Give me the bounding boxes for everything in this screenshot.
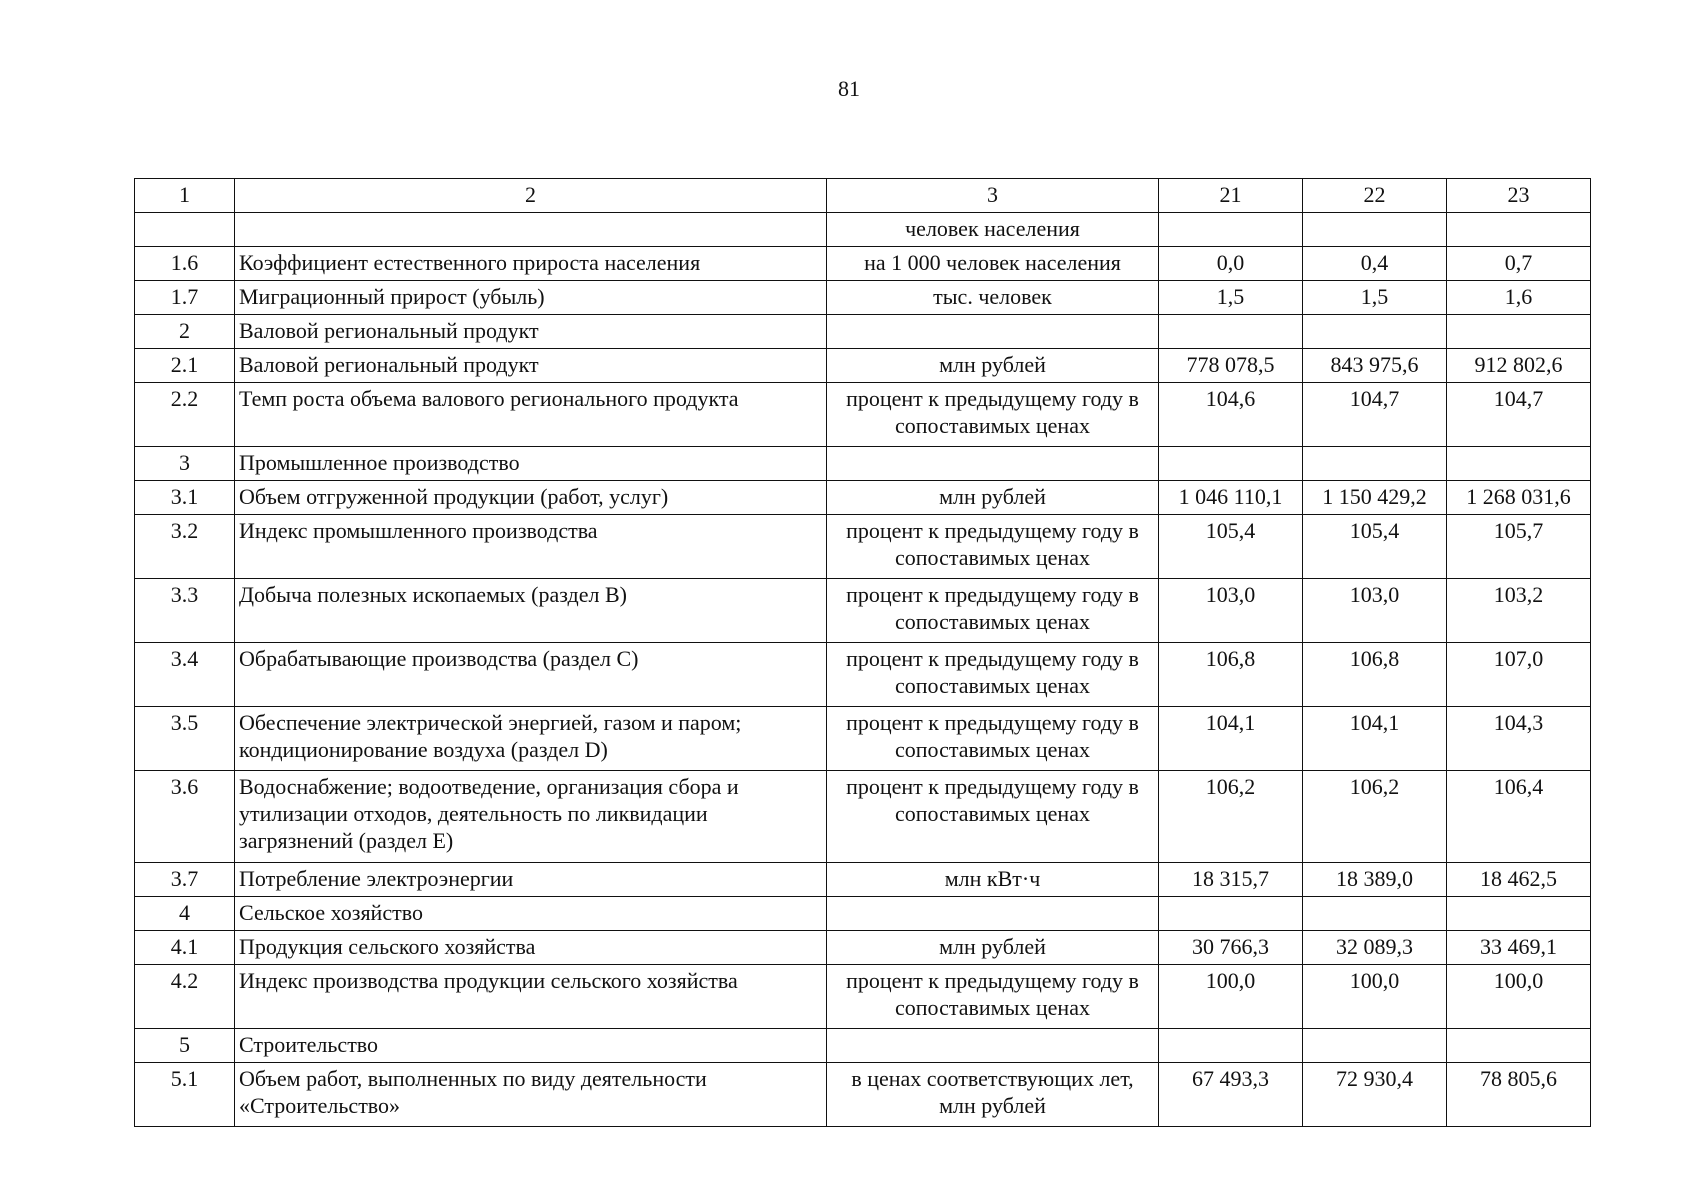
row-number-cell: 5 bbox=[135, 1029, 235, 1063]
table-row bbox=[135, 931, 1591, 965]
row-number-cell bbox=[135, 213, 235, 247]
page-number: 81 bbox=[838, 76, 860, 101]
indicator-name-cell bbox=[235, 213, 827, 247]
value-cell-col22: 104,7 bbox=[1303, 383, 1447, 447]
unit-cell: процент к предыдущему году в сопоставимых ценах bbox=[827, 383, 1159, 447]
unit-cell: процент к предыдущему году в сопоставимых ценах bbox=[827, 771, 1159, 863]
value-cell-col23: 106,4 bbox=[1447, 771, 1591, 863]
row-number-cell: 2.2 bbox=[135, 383, 235, 447]
value-cell-col22: 0,4 bbox=[1303, 247, 1447, 281]
value-cell-col21: 30 766,3 bbox=[1159, 931, 1303, 965]
value-cell-col21 bbox=[1159, 315, 1303, 349]
value-cell-col22: 103,0 bbox=[1303, 579, 1447, 643]
value-cell-col22: 106,8 bbox=[1303, 643, 1447, 707]
table-row bbox=[135, 315, 1591, 349]
row-number-cell: 3.2 bbox=[135, 515, 235, 579]
unit-cell: человек населения bbox=[827, 213, 1159, 247]
unit-cell bbox=[827, 447, 1159, 481]
row-number-cell: 3.1 bbox=[135, 481, 235, 515]
table-row bbox=[135, 897, 1591, 931]
unit-cell bbox=[827, 1029, 1159, 1063]
indicator-name-cell: Промышленное производство bbox=[235, 447, 827, 481]
value-cell-col22 bbox=[1303, 315, 1447, 349]
value-cell-col23: 104,3 bbox=[1447, 707, 1591, 771]
unit-cell: на 1 000 человек населения bbox=[827, 247, 1159, 281]
unit-cell: процент к предыдущему году в сопоставимых ценах bbox=[827, 643, 1159, 707]
value-cell-col23: 0,7 bbox=[1447, 247, 1591, 281]
value-cell-col21 bbox=[1159, 1029, 1303, 1063]
value-cell-col22: 18 389,0 bbox=[1303, 863, 1447, 897]
value-cell-col23: 100,0 bbox=[1447, 965, 1591, 1029]
value-cell-col23: 18 462,5 bbox=[1447, 863, 1591, 897]
value-cell-col21 bbox=[1159, 213, 1303, 247]
table-row bbox=[135, 863, 1591, 897]
value-cell-col22: 843 975,6 bbox=[1303, 349, 1447, 383]
row-number-cell: 3.3 bbox=[135, 579, 235, 643]
row-number-cell: 4.1 bbox=[135, 931, 235, 965]
row-number-cell: 3.6 bbox=[135, 771, 235, 863]
value-cell-col21: 106,2 bbox=[1159, 771, 1303, 863]
value-cell-col23 bbox=[1447, 1029, 1591, 1063]
table-row bbox=[135, 247, 1591, 281]
table-body bbox=[135, 179, 1591, 1127]
value-cell-col22: 72 930,4 bbox=[1303, 1063, 1447, 1127]
unit-cell: процент к предыдущему году в сопоставимых ценах bbox=[827, 965, 1159, 1029]
value-cell-col22 bbox=[1303, 447, 1447, 481]
row-number-cell: 2 bbox=[135, 315, 235, 349]
table-header-row bbox=[135, 179, 1591, 213]
table-row bbox=[135, 349, 1591, 383]
table-row bbox=[135, 1063, 1591, 1127]
indicator-name-cell: Объем отгруженной продукции (работ, услуг) bbox=[235, 481, 827, 515]
value-cell-col21: 105,4 bbox=[1159, 515, 1303, 579]
value-cell-col23: 33 469,1 bbox=[1447, 931, 1591, 965]
table-row bbox=[135, 1029, 1591, 1063]
indicator-name-cell: Потребление электроэнергии bbox=[235, 863, 827, 897]
value-cell-col21: 103,0 bbox=[1159, 579, 1303, 643]
indicator-name-cell: Продукция сельского хозяйства bbox=[235, 931, 827, 965]
value-cell-col22: 104,1 bbox=[1303, 707, 1447, 771]
unit-cell: процент к предыдущему году в сопоставимых ценах bbox=[827, 707, 1159, 771]
indicator-name-cell: Водоснабжение; водоотведение, организация сбора и утилизации отходов, деятельность по ликвидации загрязнений (раздел E) bbox=[235, 771, 827, 863]
indicator-name-cell: Индекс производства продукции сельского хозяйства bbox=[235, 965, 827, 1029]
indicator-name-cell: Сельское хозяйство bbox=[235, 897, 827, 931]
row-number-cell: 3.4 bbox=[135, 643, 235, 707]
unit-cell: процент к предыдущему году в сопоставимых ценах bbox=[827, 579, 1159, 643]
header-cell-col22: 22 bbox=[1303, 179, 1447, 213]
value-cell-col23: 78 805,6 bbox=[1447, 1063, 1591, 1127]
value-cell-col22 bbox=[1303, 897, 1447, 931]
value-cell-col22 bbox=[1303, 1029, 1447, 1063]
table-row bbox=[135, 213, 1591, 247]
value-cell-col23: 1,6 bbox=[1447, 281, 1591, 315]
value-cell-col21 bbox=[1159, 897, 1303, 931]
indicator-name-cell: Валовой региональный продукт bbox=[235, 315, 827, 349]
unit-cell: в ценах соответствующих лет, млн рублей bbox=[827, 1063, 1159, 1127]
indicator-name-cell: Добыча полезных ископаемых (раздел B) bbox=[235, 579, 827, 643]
value-cell-col21: 106,8 bbox=[1159, 643, 1303, 707]
value-cell-col21: 1,5 bbox=[1159, 281, 1303, 315]
value-cell-col22: 100,0 bbox=[1303, 965, 1447, 1029]
value-cell-col21: 67 493,3 bbox=[1159, 1063, 1303, 1127]
value-cell-col23: 105,7 bbox=[1447, 515, 1591, 579]
data-table bbox=[134, 178, 1591, 1127]
value-cell-col23: 104,7 bbox=[1447, 383, 1591, 447]
value-cell-col23 bbox=[1447, 315, 1591, 349]
indicator-name-cell: Темп роста объема валового регионального продукта bbox=[235, 383, 827, 447]
value-cell-col21: 18 315,7 bbox=[1159, 863, 1303, 897]
table-row bbox=[135, 579, 1591, 643]
table-row bbox=[135, 771, 1591, 863]
value-cell-col21: 104,1 bbox=[1159, 707, 1303, 771]
indicator-name-cell: Обеспечение электрической энергией, газом и паром; кондиционирование воздуха (раздел D) bbox=[235, 707, 827, 771]
table-row bbox=[135, 383, 1591, 447]
unit-cell bbox=[827, 897, 1159, 931]
value-cell-col21: 0,0 bbox=[1159, 247, 1303, 281]
unit-cell: млн рублей bbox=[827, 931, 1159, 965]
unit-cell bbox=[827, 315, 1159, 349]
value-cell-col23: 107,0 bbox=[1447, 643, 1591, 707]
indicator-name-cell: Валовой региональный продукт bbox=[235, 349, 827, 383]
unit-cell: процент к предыдущему году в сопоставимых ценах bbox=[827, 515, 1159, 579]
table-row bbox=[135, 515, 1591, 579]
table-row bbox=[135, 707, 1591, 771]
value-cell-col22: 1 150 429,2 bbox=[1303, 481, 1447, 515]
value-cell-col23 bbox=[1447, 897, 1591, 931]
value-cell-col22: 1,5 bbox=[1303, 281, 1447, 315]
value-cell-col23: 103,2 bbox=[1447, 579, 1591, 643]
unit-cell: млн кВт·ч bbox=[827, 863, 1159, 897]
indicator-name-cell: Строительство bbox=[235, 1029, 827, 1063]
value-cell-col23: 912 802,6 bbox=[1447, 349, 1591, 383]
header-cell-col1: 1 bbox=[135, 179, 235, 213]
indicator-name-cell: Коэффициент естественного прироста населения bbox=[235, 247, 827, 281]
header-cell-col3: 3 bbox=[827, 179, 1159, 213]
value-cell-col21: 778 078,5 bbox=[1159, 349, 1303, 383]
value-cell-col23 bbox=[1447, 213, 1591, 247]
value-cell-col21: 100,0 bbox=[1159, 965, 1303, 1029]
table-row bbox=[135, 481, 1591, 515]
value-cell-col23 bbox=[1447, 447, 1591, 481]
indicator-name-cell: Объем работ, выполненных по виду деятельности «Строительство» bbox=[235, 1063, 827, 1127]
table-row bbox=[135, 643, 1591, 707]
unit-cell: млн рублей bbox=[827, 481, 1159, 515]
row-number-cell: 1.6 bbox=[135, 247, 235, 281]
indicator-name-cell: Обрабатывающие производства (раздел C) bbox=[235, 643, 827, 707]
row-number-cell: 1.7 bbox=[135, 281, 235, 315]
value-cell-col21 bbox=[1159, 447, 1303, 481]
row-number-cell: 2.1 bbox=[135, 349, 235, 383]
row-number-cell: 3.7 bbox=[135, 863, 235, 897]
value-cell-col23: 1 268 031,6 bbox=[1447, 481, 1591, 515]
row-number-cell: 5.1 bbox=[135, 1063, 235, 1127]
header-cell-col23: 23 bbox=[1447, 179, 1591, 213]
value-cell-col22: 106,2 bbox=[1303, 771, 1447, 863]
row-number-cell: 3 bbox=[135, 447, 235, 481]
header-cell-col2: 2 bbox=[235, 179, 827, 213]
row-number-cell: 4.2 bbox=[135, 965, 235, 1029]
unit-cell: тыс. человек bbox=[827, 281, 1159, 315]
row-number-cell: 4 bbox=[135, 897, 235, 931]
unit-cell: млн рублей bbox=[827, 349, 1159, 383]
header-cell-col21: 21 bbox=[1159, 179, 1303, 213]
table-row bbox=[135, 965, 1591, 1029]
value-cell-col21: 104,6 bbox=[1159, 383, 1303, 447]
value-cell-col22: 105,4 bbox=[1303, 515, 1447, 579]
value-cell-col22: 32 089,3 bbox=[1303, 931, 1447, 965]
row-number-cell: 3.5 bbox=[135, 707, 235, 771]
value-cell-col21: 1 046 110,1 bbox=[1159, 481, 1303, 515]
table-row bbox=[135, 447, 1591, 481]
indicator-name-cell: Миграционный прирост (убыль) bbox=[235, 281, 827, 315]
indicator-name-cell: Индекс промышленного производства bbox=[235, 515, 827, 579]
table-row bbox=[135, 281, 1591, 315]
value-cell-col22 bbox=[1303, 213, 1447, 247]
